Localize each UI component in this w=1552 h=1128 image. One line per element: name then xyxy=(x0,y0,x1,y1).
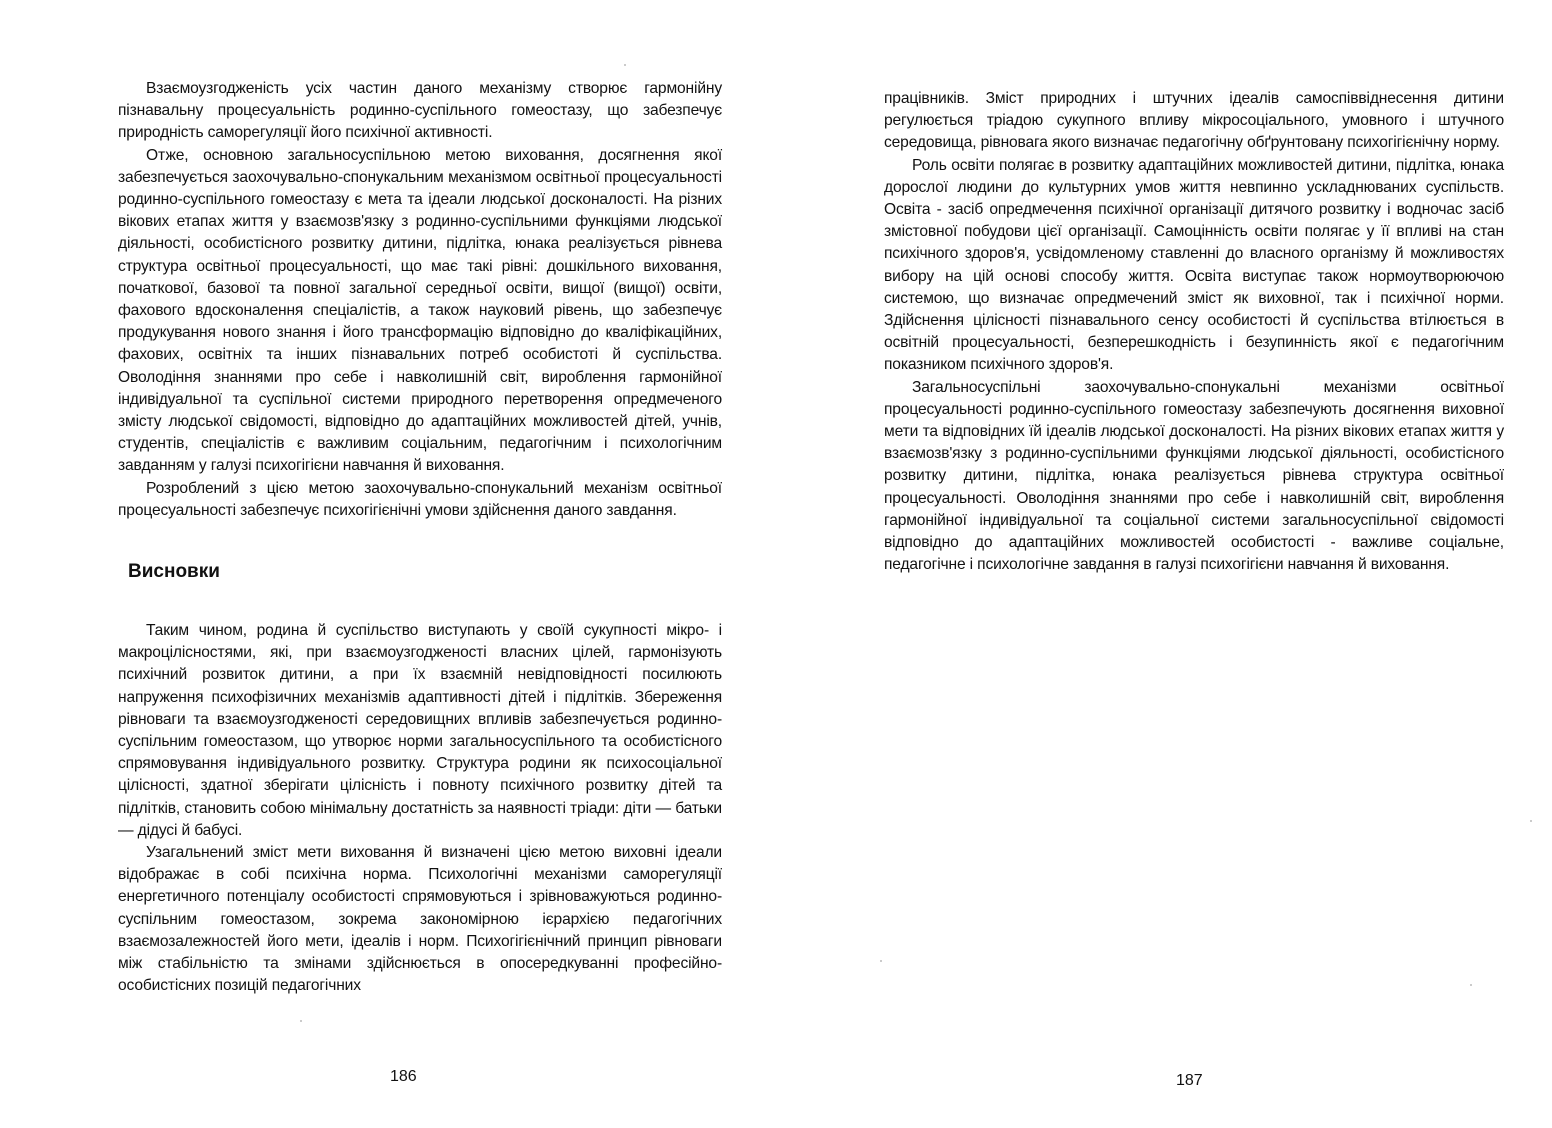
paragraph: Узагальнений зміст мети виховання й визначені цією метою виховні ідеали відображає в собі психічна норма. Психологічні механізми саморегуляції енергетичного потенціалу особистості спрямовуються і зрівноважуються родинно-суспільним гомеостазом, зокрема закономірною ієрархією педагогічних взаємозалежностей його мети, ідеалів і норм. Психогігієнічний принцип рівноваги між стабільністю та змінами здійснюється в опосередкуванні професійно-особистісних позицій педагогічних xyxy=(118,844,722,995)
scan-speck xyxy=(880,960,882,962)
paragraph: Розроблений з цією метою заохочувально-спонукальний механізм освітньої процесуальності забезпечує психогігієнічні умови здійснення даного завдання. xyxy=(118,479,722,519)
right-page xyxy=(776,0,1552,1128)
right-page-text xyxy=(884,88,1504,576)
page-number: 186 xyxy=(390,1068,417,1085)
page-number: 187 xyxy=(1176,1072,1203,1089)
paragraph: Таким чином, родина й суспільство виступають у своїй сукупності мікро- і макроцілісностями, які, при взаємоузгодженості власних цілей, гармонізують психічний розвиток дитини, а при їх взаємній невідповідності посилюють напруження психофізичних механізмів адаптивності дітей і підлітків. Збереження рівноваги та взаємоузгодженості середовищних впливів забезпечується родинно-суспільним гомеостазом, що утворює норми загальносуспільного та особистісного спрямовування індивідуального розвитку. Структура родини як психосоціальної цілісності, здатної зберігати цілісність і повноту психічного розвитку дітей та підлітків, становить собою мінімальну достатність за наявності тріади: діти — батьки — дідусі й бабусі. xyxy=(118,622,722,839)
paragraph: Взаємоузгодженість усіх частин даного механізму створює гармонійну пізнавальну процесуальність родинно-суспільного гомеостазу, що забезпечує природність саморегуляції його психічної активності. xyxy=(118,80,722,142)
paragraph: Роль освіти полягає в розвитку адаптаційних можливостей дитини, підлітка, юнака дорослої людини до культурних умов життя невпинно ускладнюваних суспільств. Освіта - засіб опредмечення психічної організації дитячого розвитку і водночас засіб змістовної побудови цієї організації. Самоцінність освіти полягає у її впливі на стан психічного здоров'я, усвідомленому ставленні до власного організму й можливостях вибору на цій основі способу життя. Освіта виступає також нормоутворюючою системою, що визначає опредмечений зміст як виховної, так і психічної норми. Здійснення цілісності пізнавального сенсу особистості й суспільства втілюється в освітній процесуальності, безперешкодність і безупинність якої є педагогічним показником психічного здоров'я. xyxy=(884,156,1504,374)
scan-speck xyxy=(1530,820,1532,822)
section-heading: Висновки xyxy=(128,561,220,582)
left-page-top-text xyxy=(118,78,722,522)
scan-speck xyxy=(300,1020,302,1022)
left-page-bottom-text xyxy=(118,620,722,997)
paragraph: Отже, основною загальносуспільною метою виховання, досягнення якої забезпечується заохочувально-спонукальним механізмом освітньої процесуальності родинно-суспільного гомеостазу є мета та ідеали людської досконалості. На різних вікових етапах життя у взаємозв'язку з родинно-суспільними функціями людської діяльності, особистісного розвитку дитини, підлітка, юнака реалізується рівнева структура освітньої процесуальності, що має такі рівні: дошкільного виховання, початкової, базової та повної загальної середньої освіти, вищої (вищої) освіти, фахового вдосконалення спеціалістів, а також науковий рівень, що забезпечує продукування нового знання і його трансформацію відповідно до кваліфікаційних, фахових, освітніх та інших пізнавальних потреб особистоті й суспільства. Оволодіння знаннями про себе і навколишній світ, вироблення гармонійної індивідуальної та суспільної системи природного перетворення опредмеченого змісту людської свідомості, відповідно до адаптаційних можливостей дітей, учнів, студентів, спеціалістів є важливим соціальним, педагогічним і психологічним завданням у галузі психогігієни навчання й виховання. xyxy=(118,146,722,475)
scan-speck xyxy=(624,64,626,66)
scan-speck xyxy=(1470,984,1472,986)
paragraph-continuation: працівників. Зміст природних і штучних ідеалів самоспіввіднесення дитини регулюється тріадою сукупного впливу мікросоціального, умовного і штучного середовища, рівновага якого визначає педагогічну обґрунтовану психогігієнічну норму. xyxy=(884,90,1504,152)
paragraph: Загальносуспільні заохочувально-спонукальні механізми освітньої процесуальності родинно-суспільного гомеостазу забезпечують досягнення виховної мети та відповідних їй ідеалів людської досконалості. На різних вікових етапах життя у взаємозв'язку з родинно-суспільними функціями людської діяльності, особистісного розвитку дитини, підлітка, юнака реалізується рівнева структура освітньої процесуальності. Оволодіння знаннями про себе і навколишній світ, вироблення гармонійної індивідуальної та соціальної системи загальносуспільної свідомості відповідно до адаптаційних можливостей особистості - важливе соціальне, педагогічне і психологічне завдання в галузі психогігієни навчання й виховання. xyxy=(884,378,1504,574)
